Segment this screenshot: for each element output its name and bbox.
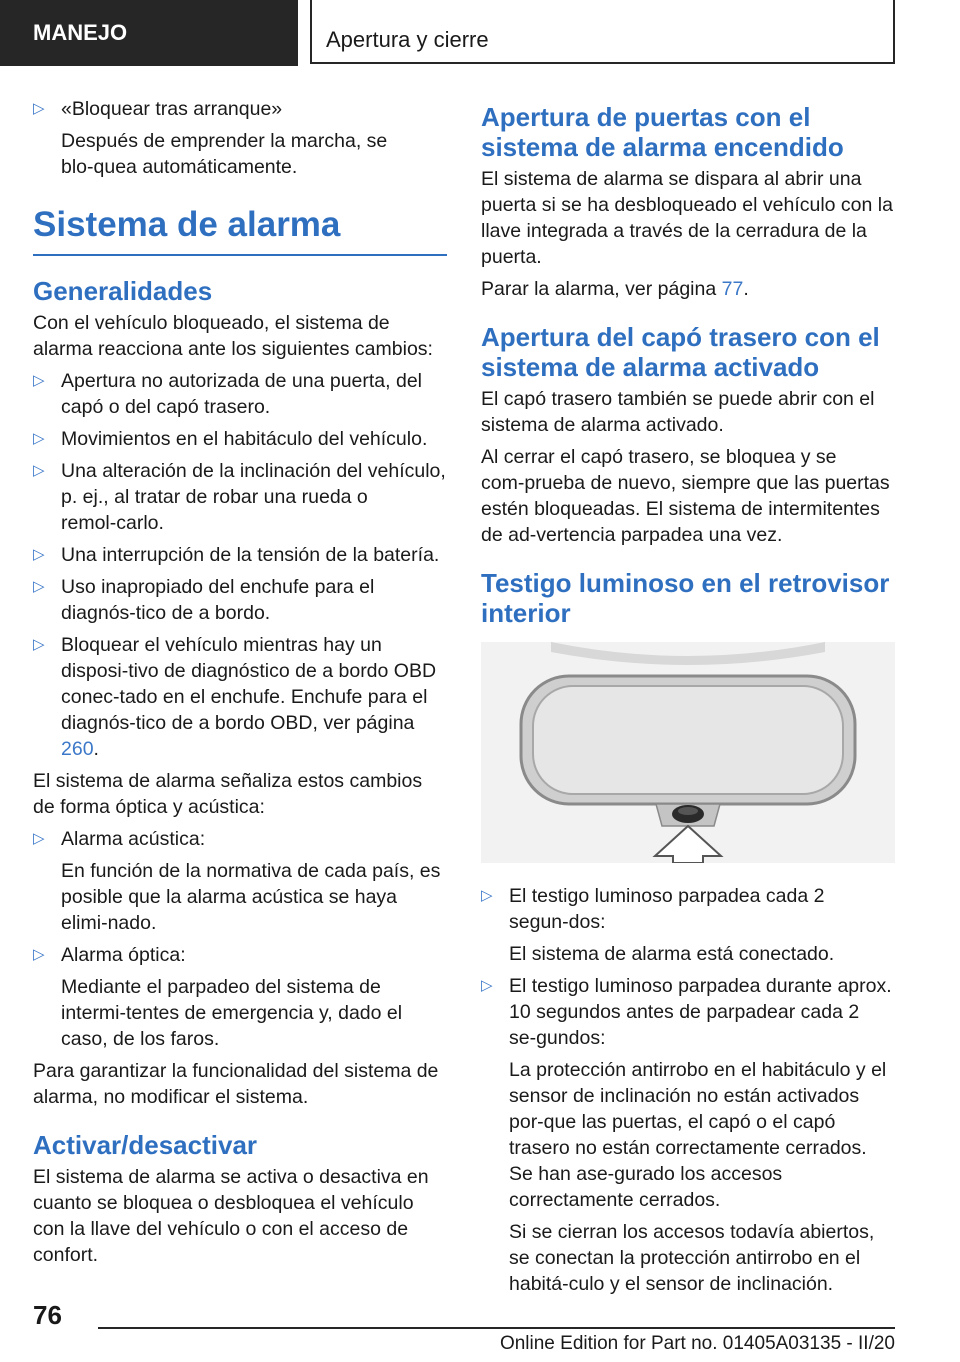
list-item xyxy=(33,96,447,122)
left-column xyxy=(33,96,447,1274)
paragraph: El sistema de alarma señaliza estos cambios de forma óptica y acústica: xyxy=(33,770,423,818)
punctuation: . xyxy=(93,738,99,760)
list-item xyxy=(33,426,447,452)
list-item xyxy=(33,458,447,536)
bullet-label: El testigo luminoso parpadea cada 2 segun‑dos: xyxy=(509,885,825,933)
subsection-heading: Apertura del capó trasero con el sistema de alarma activado xyxy=(481,322,880,382)
paragraph: El sistema de alarma se dispara al abrir una puerta si se ha desbloqueado el vehículo con la llave integrada a través de la cerradura de la puerta. xyxy=(481,168,893,268)
list-item-text: Bloquear el vehículo mientras hay un disposi‑tivo de diagnóstico de a bordo OBD conec‑tado en el enchufe. Enchufe para el diagnós‑tico de a bordo OBD, ver página xyxy=(61,634,437,734)
page-link[interactable]: 260 xyxy=(61,738,94,760)
section-title: Sistema de alarma xyxy=(33,204,447,256)
rearview-mirror-illustration xyxy=(481,642,895,863)
bullet-triangle-icon: ▷ xyxy=(481,977,493,994)
bullet-description: El sistema de alarma está conectado. xyxy=(509,943,835,965)
right-column xyxy=(481,96,895,1303)
bullet-description: Si se cierran los accesos todavía abiertos, se conectan la protección antirrobo en el habitá‑culo y el sensor de inclinación. xyxy=(509,1221,875,1295)
bullet-label: «Bloquear tras arranque» xyxy=(61,98,283,120)
bullet-triangle-icon: ▷ xyxy=(33,578,45,595)
list-item xyxy=(481,883,895,935)
list-item xyxy=(33,368,447,420)
mirror-indicator-diagram xyxy=(481,642,895,863)
paragraph: Para garantizar la funcionalidad del sistema de alarma, no modificar el sistema. xyxy=(33,1060,439,1108)
list-item xyxy=(33,574,447,626)
subsection-heading: Testigo luminoso en el retrovisor interior xyxy=(481,568,890,628)
bullet-triangle-icon: ▷ xyxy=(33,462,45,479)
section-tab: MANEJO xyxy=(0,0,298,66)
bullet-triangle-icon: ▷ xyxy=(33,946,45,963)
bullet-triangle-icon: ▷ xyxy=(33,830,45,847)
paragraph: Con el vehículo bloqueado, el sistema de alarma reacciona ante los siguientes cambios: xyxy=(33,312,433,360)
bullet-triangle-icon: ▷ xyxy=(33,546,45,563)
subsection-heading: Generalidades xyxy=(33,276,213,306)
punctuation: . xyxy=(743,278,749,300)
list-item-text: Movimientos en el habitáculo del vehículo. xyxy=(61,428,428,450)
page-header xyxy=(0,0,960,66)
list-item-text: Una alteración de la inclinación del vehículo, p. ej., al tratar de robar una rueda o remol‑carlo. xyxy=(61,460,446,534)
page-number: 76 xyxy=(33,1300,62,1330)
bullet-triangle-icon: ▷ xyxy=(33,372,45,389)
list-item xyxy=(481,973,895,1051)
bullet-description: Mediante el parpadeo del sistema de intermi‑tentes de emergencia y, dado el caso, de los faros. xyxy=(61,976,403,1050)
subsection-heading: Apertura de puertas con el sistema de alarma encendido xyxy=(481,102,844,162)
edition-note: Online Edition for Part no. 01405A03135 - II/20 xyxy=(499,1333,895,1354)
bullet-triangle-icon: ▷ xyxy=(481,887,493,904)
paragraph-text: Parar la alarma, ver página xyxy=(481,278,722,300)
list-item-text: Una interrupción de la tensión de la batería. xyxy=(61,544,440,566)
bullet-triangle-icon: ▷ xyxy=(33,430,45,447)
paragraph: El capó trasero también se puede abrir con el sistema de alarma activado. xyxy=(481,388,875,436)
paragraph: Al cerrar el capó trasero, se bloquea y se com‑prueba de nuevo, siempre que las puertas estén bloqueadas. El sistema de intermitentes de ad‑vertencia parpadea una vez. xyxy=(481,446,890,546)
page-link[interactable]: 77 xyxy=(721,278,744,300)
bullet-triangle-icon: ▷ xyxy=(33,636,45,653)
list-item xyxy=(33,632,447,762)
subsection-heading: Activar/desactivar xyxy=(33,1130,258,1160)
list-item xyxy=(33,542,447,568)
bullet-label: Alarma óptica: xyxy=(61,944,186,966)
list-item-text: Uso inapropiado del enchufe para el diagnós‑tico de a bordo. xyxy=(61,576,375,624)
list-item-text: Apertura no autorizada de una puerta, del capó o del capó trasero. xyxy=(61,370,423,418)
bullet-label: Alarma acústica: xyxy=(61,828,206,850)
bullet-description: Después de emprender la marcha, se blo‑quea automáticamente. xyxy=(61,130,388,178)
bullet-label: El testigo luminoso parpadea durante aprox. 10 segundos antes de parpadear cada 2 se‑gundos: xyxy=(509,975,892,1049)
bullet-triangle-icon: ▷ xyxy=(33,100,45,117)
bullet-description: En función de la normativa de cada país, es posible que la alarma acústica se haya elimi‑nado. xyxy=(61,860,441,934)
chapter-title: Apertura y cierre xyxy=(310,0,895,64)
list-item xyxy=(33,826,447,852)
list-item xyxy=(33,942,447,968)
bullet-description: La protección antirrobo en el habitáculo y el sensor de inclinación no están activados por‑que las puertas, el capó o el capó trasero no están correctamente cerrados. Se han ase‑gurado los accesos correctamente cerrados. xyxy=(509,1059,887,1211)
paragraph xyxy=(481,276,895,302)
paragraph: El sistema de alarma se activa o desactiva en cuanto se bloquea o desbloquea el vehículo con la llave del vehículo o con el acceso de confort. xyxy=(33,1166,429,1266)
footer-divider xyxy=(98,1327,895,1329)
